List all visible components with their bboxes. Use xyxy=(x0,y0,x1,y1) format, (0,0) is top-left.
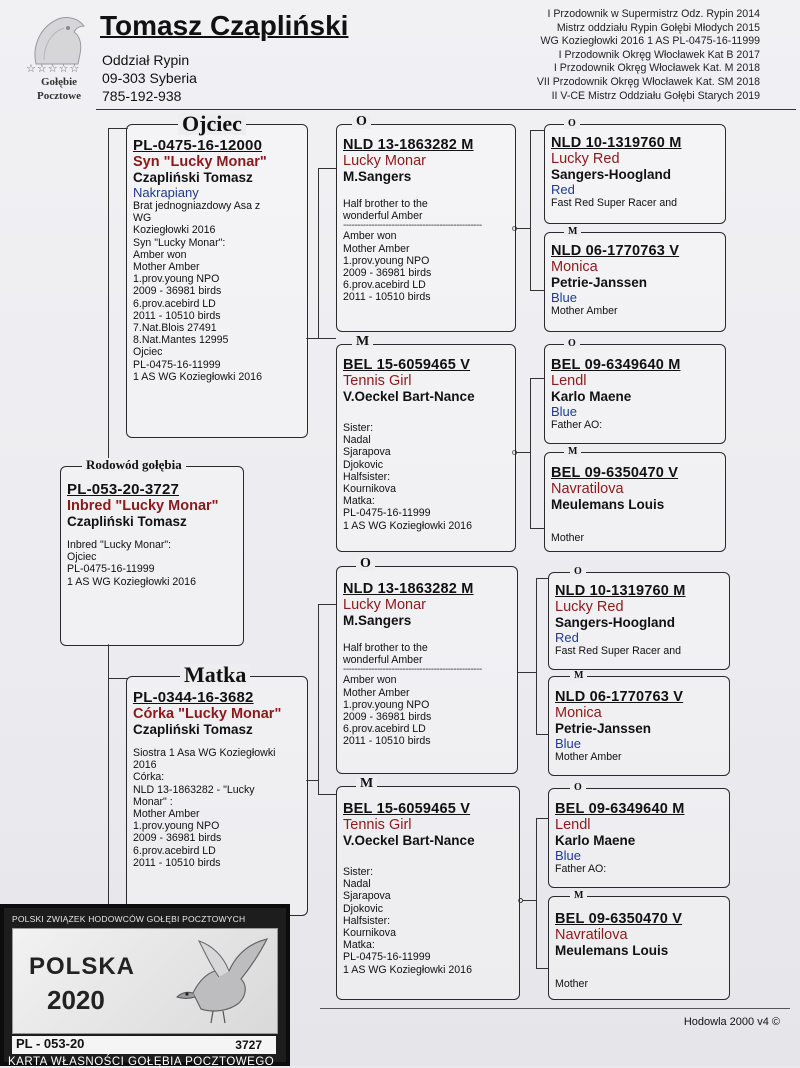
great-grandparent-label: O xyxy=(564,339,580,349)
stamp-year: 2020 xyxy=(47,985,105,1015)
grandparent-ring: NLD 13-1863282 M xyxy=(343,581,474,597)
owner-phone: 785-192-938 xyxy=(102,88,182,104)
connector-line xyxy=(536,968,548,969)
achievement-item: I Przodownik Okręg Włocławek Kat. M 2018 xyxy=(553,62,760,75)
grandparent-notes: Amber won Mother Amber 1.prov.young NPO 2009 - 36981 birds 6.prov.acebird LD 2011 - 10510 birds xyxy=(343,230,432,304)
grandparent-notes: Sister: Nadal Sjarapova Djokovic Halfsister: Kournikova Matka: PL-0475-16-11999 1 AS WG Koziegłowki 2016 xyxy=(343,422,472,532)
mother-label: Matka xyxy=(180,664,250,686)
stars-icon: ☆☆☆☆☆ xyxy=(26,62,81,75)
great-grandparent-breeder: Petrie-Janssen xyxy=(555,721,652,736)
pigeon-head-icon xyxy=(22,10,96,66)
mother-card xyxy=(126,676,308,916)
great-grandparent-label: M xyxy=(570,671,587,681)
father-ring: PL-0475-16-12000 xyxy=(133,137,263,154)
grandparent-name: Tennis Girl xyxy=(343,817,412,833)
header-divider xyxy=(96,109,796,110)
great-grandparent-notes: Mother Amber xyxy=(555,751,622,763)
connector-line xyxy=(108,128,109,468)
connector-line xyxy=(530,130,544,131)
grandparent-label: M xyxy=(352,335,373,349)
great-grandparent-notes: Father AO: xyxy=(551,419,603,431)
owner-name: Tomasz Czapliński xyxy=(100,10,349,41)
connector-line xyxy=(530,130,531,290)
great-grandparent-name: Lucky Red xyxy=(551,151,620,167)
great-grandparent-notes: Mother xyxy=(555,978,588,990)
grandparent-label: O xyxy=(356,557,375,571)
father-breeder: Czapliński Tomasz xyxy=(133,170,253,185)
connector-line xyxy=(318,168,319,338)
achievement-item: I Przodownik Okręg Włocławek Kat B 2017 xyxy=(558,48,760,61)
great-grandparent-breeder: Petrie-Janssen xyxy=(551,275,648,290)
grandparent-card xyxy=(336,786,520,1000)
connector-line xyxy=(536,578,548,579)
great-grandparent-name: Navratilova xyxy=(551,481,624,497)
subject-notes: Inbred "Lucky Monar": Ojciec PL-0475-16-11999 1 AS WG Koziegłowki 2016 xyxy=(67,539,196,588)
achievement-item: I Przodownik w Supermistrz Odz. Rypin 2014 xyxy=(547,8,760,20)
pigeon-icon xyxy=(163,933,271,1029)
footer-software: Hodowla 2000 v4 © xyxy=(683,1016,780,1028)
grandparent-breeder: V.Oeckel Bart-Nance xyxy=(343,833,475,848)
great-grandparent-card xyxy=(548,896,730,1000)
grandparent-card xyxy=(336,566,518,774)
subject-breeder: Czapliński Tomasz xyxy=(67,514,187,529)
great-grandparent-color: Blue xyxy=(555,848,582,863)
grandparent-label: O xyxy=(352,115,371,129)
achievement-item: WG Koziegłowki 2016 1 AS PL-0475-16-11999 xyxy=(540,35,760,48)
great-grandparent-card xyxy=(544,124,726,224)
great-grandparent-label: M xyxy=(564,227,581,237)
grandparent-breeder: M.Sangers xyxy=(343,613,412,628)
stamp-ring-left: PL - 053-20 xyxy=(16,1036,85,1051)
logo-text-line1: Gołębie xyxy=(40,76,78,88)
great-grandparent-card xyxy=(548,676,730,776)
connector-line xyxy=(318,794,336,795)
connector-line xyxy=(530,378,531,528)
mother-name: Córka "Lucky Monar" xyxy=(133,706,282,722)
grandparent-notes: Half brother to the wonderful Amber xyxy=(343,198,428,223)
great-grandparent-label: M xyxy=(570,891,587,901)
notes-separator: ------------------------------------------------- xyxy=(343,666,482,675)
great-grandparent-ring: BEL 09-6350470 V xyxy=(555,911,683,927)
subject-card xyxy=(60,466,244,646)
father-color: Nakrapiany xyxy=(133,185,199,200)
great-grandparent-name: Monica xyxy=(555,705,602,721)
great-grandparent-notes: Mother Amber xyxy=(551,305,618,317)
connector-line xyxy=(536,818,548,819)
great-grandparent-card xyxy=(548,572,730,670)
great-grandparent-label: O xyxy=(570,567,586,577)
owner-branch: Oddział Rypin xyxy=(102,52,190,68)
great-grandparent-ring: NLD 06-1770763 V xyxy=(551,243,680,259)
notes-separator: ------------------------------------------------- xyxy=(343,222,482,231)
grandparent-breeder: V.Oeckel Bart-Nance xyxy=(343,389,475,404)
great-grandparent-label: O xyxy=(570,783,586,793)
pigeon-logo xyxy=(22,10,96,106)
father-label: Ojciec xyxy=(178,113,246,135)
stamp-panel xyxy=(12,928,278,1034)
great-grandparent-breeder: Meulemans Louis xyxy=(555,943,669,958)
ownership-card xyxy=(0,904,290,1066)
connector-line xyxy=(318,338,336,339)
stamp-title: POLSKI ZWIĄZEK HODOWCÓW GOŁĘBI POCZTOWYCH xyxy=(12,914,246,924)
grandparent-notes: Half brother to the wonderful Amber xyxy=(343,642,428,667)
grandparent-card xyxy=(336,344,516,552)
great-grandparent-notes: Fast Red Super Racer and xyxy=(551,197,678,209)
great-grandparent-color: Red xyxy=(551,182,575,197)
grandparent-ring: NLD 13-1863282 M xyxy=(343,137,474,153)
great-grandparent-card xyxy=(544,452,726,552)
great-grandparent-name: Lucky Red xyxy=(555,599,624,615)
subject-name: Inbred "Lucky Monar" xyxy=(67,498,219,514)
mother-notes: Siostra 1 Asa WG Koziegłowki 2016 Córka: NLD 13-1863282 - "Lucky Monar" : Mother Amber 1.prov.young NPO 2009 - 36981 birds 6.prov.acebird LD 2011 - 10510 birds xyxy=(133,747,276,869)
connector-line xyxy=(108,128,128,129)
mother-breeder: Czapliński Tomasz xyxy=(133,722,253,737)
great-grandparent-breeder: Sangers-Hoogland xyxy=(555,615,676,630)
stamp-ring-right: 3727 xyxy=(235,1038,262,1052)
connector-line xyxy=(536,734,548,735)
stamp-country: POLSKA xyxy=(29,953,136,980)
father-notes: Brat jednogniazdowy Asa z WG Koziegłowki 2016 Syn "Lucky Monar": Amber won Mother Amber 1.prov.young NPO 2009 - 36981 birds 6.prov.acebird LD 2011 - 10510 birds 7.Nat.Blois 27491 8.Nat.Mantes 12995 Ojciec PL-0475-16-11999 1 AS WG Koziegłowki 2016 xyxy=(133,200,262,383)
great-grandparent-ring: NLD 06-1770763 V xyxy=(555,689,684,705)
connector-line xyxy=(108,644,109,904)
great-grandparent-notes: Mother xyxy=(551,532,584,544)
owner-address: 09-303 Syberia xyxy=(102,70,197,86)
connector-line xyxy=(108,678,128,679)
grandparent-card xyxy=(336,124,516,332)
connector-line xyxy=(318,604,319,794)
great-grandparent-notes: Fast Red Super Racer and xyxy=(555,645,682,657)
stamp-card-caption: KARTA WŁASNOŚCI GOŁĘBIA POCZTOWEGO xyxy=(8,1056,275,1068)
great-grandparent-breeder: Meulemans Louis xyxy=(551,497,665,512)
grandparent-ring: BEL 15-6059465 V xyxy=(343,801,471,817)
subject-ring: PL-053-20-3727 xyxy=(67,481,180,498)
footer-divider xyxy=(320,1008,790,1009)
great-grandparent-color: Blue xyxy=(555,736,582,751)
great-grandparent-color: Red xyxy=(555,630,579,645)
great-grandparent-card xyxy=(548,788,730,888)
great-grandparent-ring: NLD 10-1319760 M xyxy=(555,583,686,599)
great-grandparent-ring: BEL 09-6349640 M xyxy=(551,357,681,373)
great-grandparent-label: M xyxy=(564,447,581,457)
great-grandparent-label: O xyxy=(564,119,580,129)
grandparent-breeder: M.Sangers xyxy=(343,169,412,184)
father-name: Syn "Lucky Monar" xyxy=(133,154,267,170)
great-grandparent-name: Monica xyxy=(551,259,598,275)
grandparent-name: Lucky Monar xyxy=(343,597,427,613)
grandparent-notes: Sister: Nadal Sjarapova Djokovic Halfsister: Kournikova Matka: PL-0475-16-11999 1 AS WG Koziegłowki 2016 xyxy=(343,866,472,976)
connector-line xyxy=(536,818,537,968)
great-grandparent-breeder: Sangers-Hoogland xyxy=(551,167,672,182)
great-grandparent-name: Lendl xyxy=(555,817,591,833)
great-grandparent-breeder: Karlo Maene xyxy=(551,389,632,404)
achievement-item: II V-CE Mistrz Oddziału Gołębi Starych 2019 xyxy=(551,89,760,102)
grandparent-label: M xyxy=(356,777,377,791)
great-grandparent-color: Blue xyxy=(551,290,578,305)
connector-line xyxy=(518,672,536,673)
great-grandparent-card xyxy=(544,344,726,444)
connector-line xyxy=(530,378,544,379)
achievement-item: Mistrz oddziału Rypin Gołębi Młodych 2015 xyxy=(556,21,760,34)
great-grandparent-ring: NLD 10-1319760 M xyxy=(551,135,682,151)
connector-line xyxy=(530,290,544,291)
great-grandparent-name: Navratilova xyxy=(555,927,628,943)
grandparent-name: Tennis Girl xyxy=(343,373,412,389)
great-grandparent-breeder: Karlo Maene xyxy=(555,833,636,848)
connector-line xyxy=(536,578,537,734)
great-grandparent-color: Blue xyxy=(551,404,578,419)
subject-label: Rodowód gołębia xyxy=(82,458,186,471)
grandparent-ring: BEL 15-6059465 V xyxy=(343,357,471,373)
father-card xyxy=(126,124,308,438)
achievements-list xyxy=(537,8,760,103)
connector-line xyxy=(318,604,336,605)
great-grandparent-notes: Father AO: xyxy=(555,863,607,875)
grandparent-notes: Amber won Mother Amber 1.prov.young NPO 2009 - 36981 birds 6.prov.acebird LD 2011 - 10510 birds xyxy=(343,674,432,748)
mother-ring: PL-0344-16-3682 xyxy=(133,689,254,706)
logo-text-line2: Pocztowe xyxy=(37,90,81,102)
achievement-item: VII Przodownik Okręg Włocławek Kat. SM 2018 xyxy=(536,75,760,88)
great-grandparent-ring: BEL 09-6349640 M xyxy=(555,801,685,817)
great-grandparent-card xyxy=(544,232,726,332)
great-grandparent-name: Lendl xyxy=(551,373,587,389)
grandparent-name: Lucky Monar xyxy=(343,153,427,169)
connector-line xyxy=(318,168,336,169)
great-grandparent-ring: BEL 09-6350470 V xyxy=(551,465,679,481)
connector-line xyxy=(530,528,544,529)
